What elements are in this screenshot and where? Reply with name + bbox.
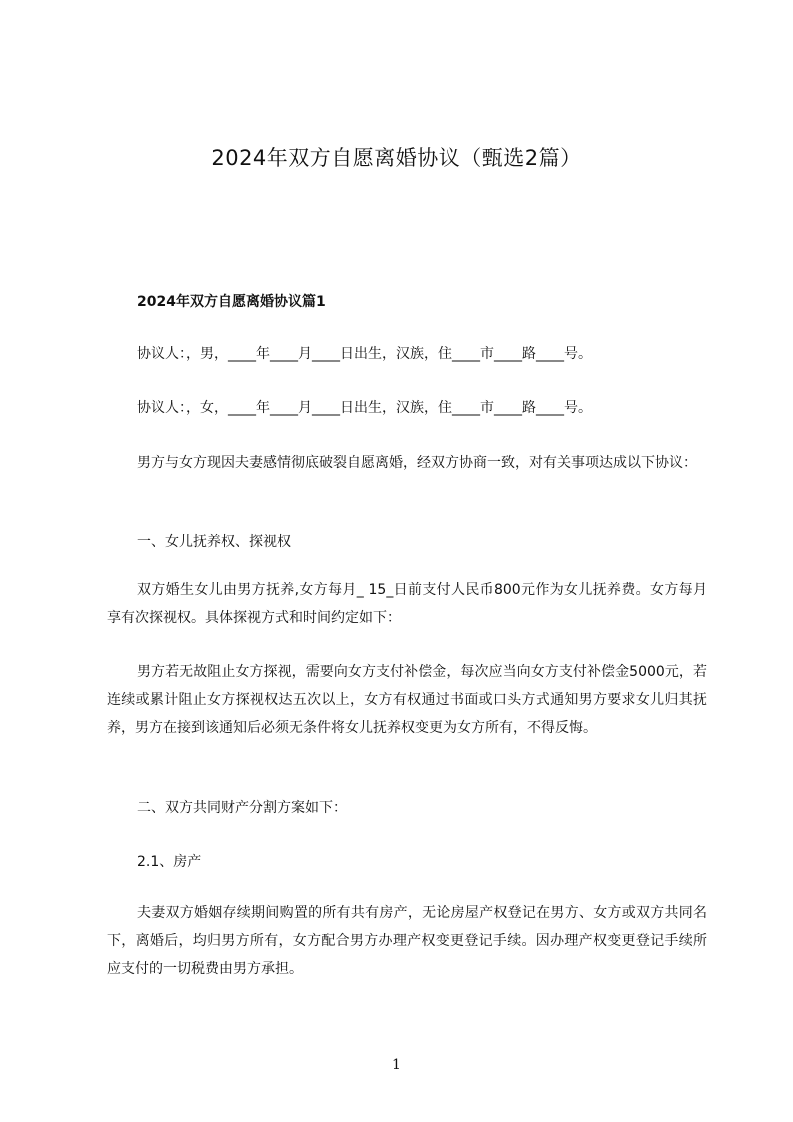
clause-heading-custody: 一、女儿抚养权、探视权 [137,534,291,550]
custody-paragraph: 双方婚生女儿由男方抚养,女方每月_ 15_日前支付人民币800元作为女儿抚养费。女方每月享有次探视权。具体探视方式和时间约定如下： [107,582,707,626]
sub-clause-heading-real-estate: 2.1、房产 [137,854,202,870]
page-number: 1 [392,1057,401,1073]
section-heading: 2024年双方自愿离婚协议篇1 [137,294,326,310]
document-title: 2024年双方自愿离婚协议（甄选2篇） [211,146,582,170]
intro-paragraph: 男方与女方现因夫妻感情彻底破裂自愿离婚，经双方协商一致，对有关事项达成以下协议： [137,455,697,471]
real-estate-paragraph: 夫妻双方婚姻存续期间购置的所有共有房产，无论房屋产权登记在男方、女方或双方共同名下，离婚后，均归男方所有，女方配合男方办理产权变更登记手续。因办理产权变更登记手续所应支付的一切税费由男方承担。 [107,905,707,977]
party-female-line: 协议人：，女，____年____月____日出生，汉族，住____市____路____号。 [137,400,592,416]
visitation-paragraph: 男方若无故阻止女方探视，需要向女方支付补偿金，每次应当向女方支付补偿金5000元，若连续或累计阻止女方探视权达五次以上，女方有权通过书面或口头方式通知男方要求女儿归其抚养，男方在接到该通知后必须无条件将女儿抚养权变更为女方所有，不得反悔。 [107,664,707,736]
clause-heading-property-division: 二、双方共同财产分割方案如下： [137,800,347,816]
party-male-line: 协议人：，男，____年____月____日出生，汉族，住____市____路____号。 [137,346,592,362]
